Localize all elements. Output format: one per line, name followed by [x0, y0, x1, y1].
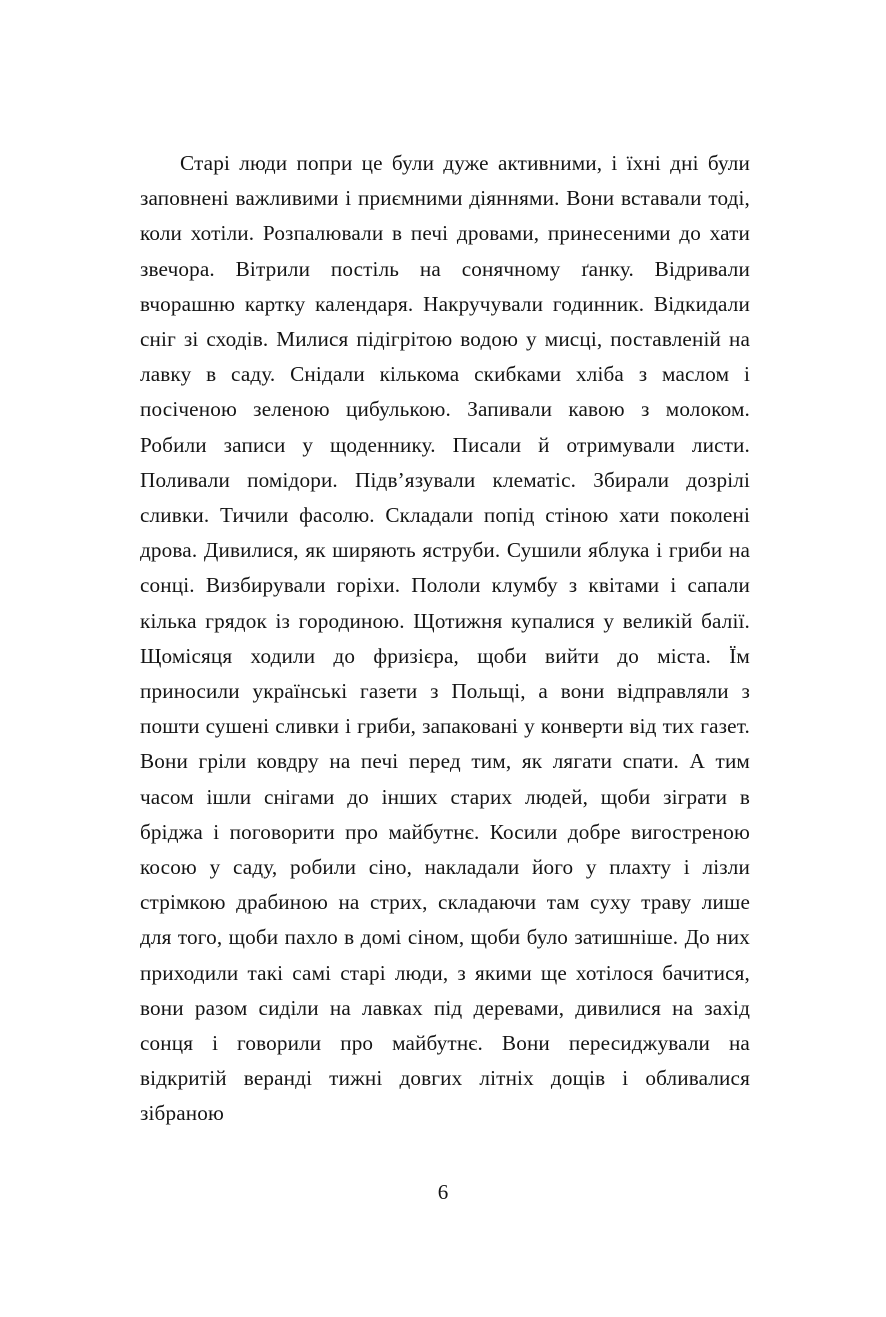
page-text-block: [140, 146, 750, 1132]
body-paragraph: Старі люди попри це були дуже активними, і їхні дні були заповнені важливими і приємними діяннями. Вони вставали тоді, коли хотіли. Розпалювали в печі дровами, принесеними до хати звечора. Вітрили постіль на сонячному ґанку. Відривали вчорашню картку календаря. Накручували годинник. Відкидали сніг зі сходів. Милися підігрітою водою у мисці, поставленій на лавку в саду. Снідали кількома скибками хліба з маслом і посіченою зеленою цибулькою. Запивали кавою з молоком. Робили записи у щоденнику. Писали й отримували листи. Поливали помідори. Підв’язували клематіс. Збирали дозрілі сливки. Тичили фасолю. Складали попід стіною хати поколені дрова. Дивилися, як ширяють яструби. Сушили яблука і гриби на сонці. Визбирували горіхи. Пололи клумбу з квітами і сапали кілька грядок із городиною. Щотижня купалися у великій балії. Щомісяця ходили до фризієра, щоби вийти до міста. Їм приносили українські газети з Польщі, а вони відправляли з пошти сушені сливки і гриби, запаковані у конверти від тих газет. Вони гріли ковдру на печі перед тим, як лягати спати. А тим часом ішли снігами до інших старих людей, щоби зіграти в бріджа і поговорити про майбутнє. Косили добре вигостреною косою у саду, робили сіно, накладали його у плахту і лізли стрімкою драбиною на стрих, складаючи там суху траву лише для того, щоби пахло в домі сіном, щоби було затишніше. До них приходили такі самі старі люди, з якими ще хотілося бачитися, вони разом сиділи на лавках під деревами, дивилися на захід сонця і говорили про майбутнє. Вони пересиджували на відкритій веранді тижні довгих літніх дощів і обливалися зібраною: [140, 151, 750, 1126]
page-number: 6: [437, 1180, 449, 1204]
